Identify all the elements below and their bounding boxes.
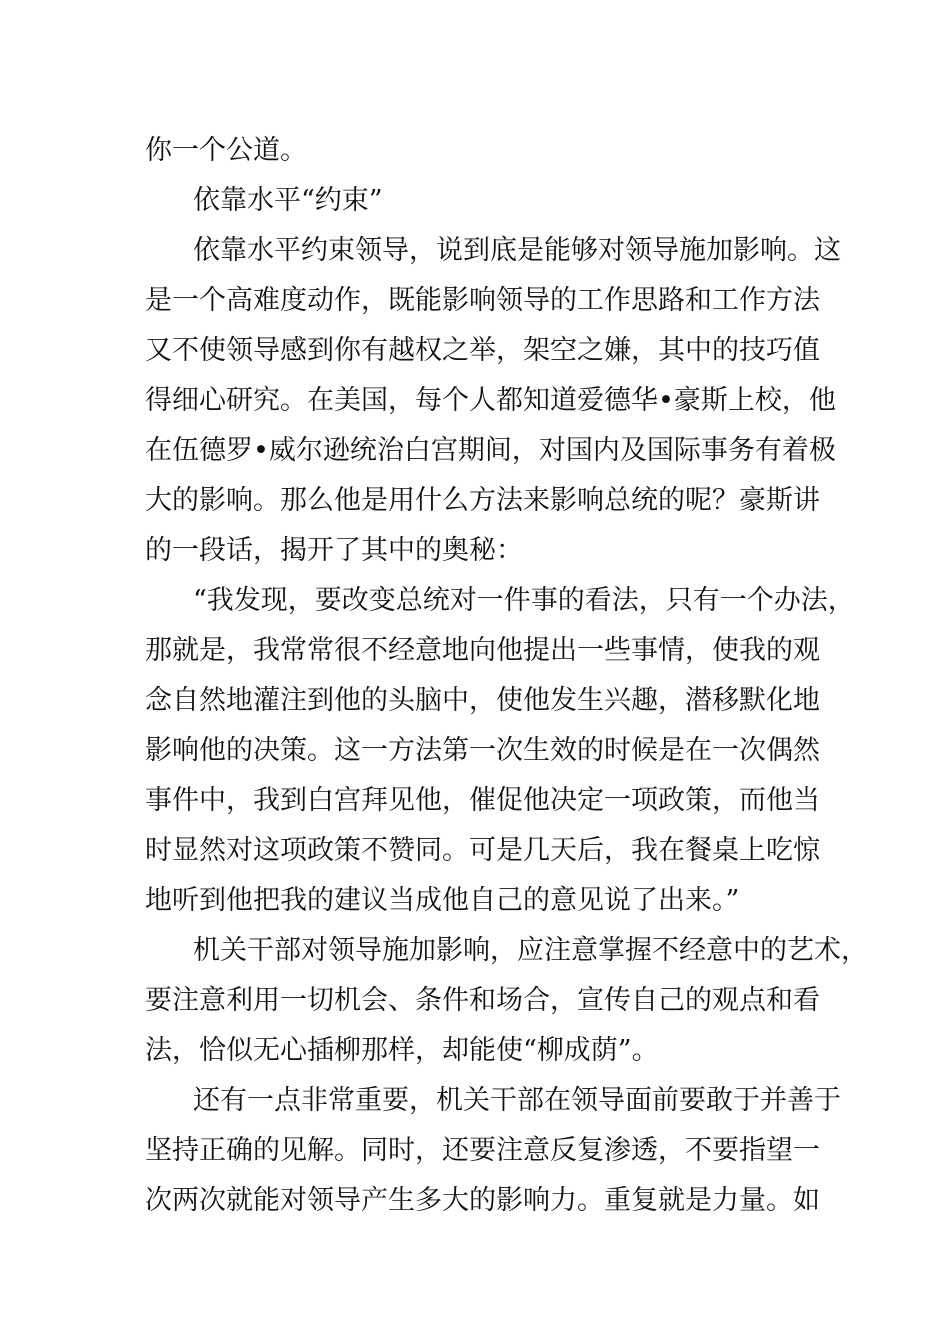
text-line-22: 次两次就能对领导产生多大的影响力。重复就是力量。如 <box>145 1185 820 1216</box>
text-line-7: 在伍德罗•威尔逊统治白宫期间，对国内及国际事务有着极 <box>145 435 836 466</box>
text-line-9: 的一段话，揭开了其中的奥秘： <box>145 535 523 566</box>
text-line-3: 依靠水平约束领导，说到底是能够对领导施加影响。这 <box>193 235 841 266</box>
quote-line-7: 地听到他把我的建议当成他自己的意见说了出来。” <box>145 885 740 916</box>
section-heading: 依靠水平“约束” <box>193 185 383 216</box>
quote-line-4: 影响他的决策。这一方法第一次生效的时候是在一次偶然 <box>145 735 820 766</box>
text-line-6: 得细心研究。在美国，每个人都知道爱德华•豪斯上校，他 <box>145 385 836 416</box>
text-line-4: 是一个高难度动作，既能影响领导的工作思路和工作方法 <box>145 285 820 316</box>
quote-line-5: 事件中，我到白宫拜见他，催促他决定一项政策，而他当 <box>145 785 820 816</box>
text-line-1: 你一个公道。 <box>145 135 307 166</box>
quote-line-6: 时显然对这项政策不赞同。可是几天后，我在餐桌上吃惊 <box>145 835 820 866</box>
quote-line-1: “我发现，要改变总统对一件事的看法，只有一个办法， <box>193 585 855 616</box>
text-line-19: 法，恰似无心插柳那样，却能使“柳成荫”。 <box>145 1035 659 1066</box>
text-line-20: 还有一点非常重要，机关干部在领导面前要敢于并善于 <box>193 1085 841 1116</box>
text-line-18: 要注意利用一切机会、条件和场合，宣传自己的观点和看 <box>145 985 820 1016</box>
text-line-8: 大的影响。那么他是用什么方法来影响总统的呢？豪斯讲 <box>145 485 820 516</box>
text-line-5: 又不使领导感到你有越权之举，架空之嫌，其中的技巧值 <box>145 335 820 366</box>
text-line-21: 坚持正确的见解。同时，还要注意反复渗透，不要指望一 <box>145 1135 820 1166</box>
quote-line-2: 那就是，我常常很不经意地向他提出一些事情，使我的观 <box>145 635 820 666</box>
quote-line-3: 念自然地灌注到他的头脑中，使他发生兴趣，潜移默化地 <box>145 685 820 716</box>
text-line-17: 机关干部对领导施加影响，应注意掌握不经意中的艺术， <box>193 935 868 966</box>
